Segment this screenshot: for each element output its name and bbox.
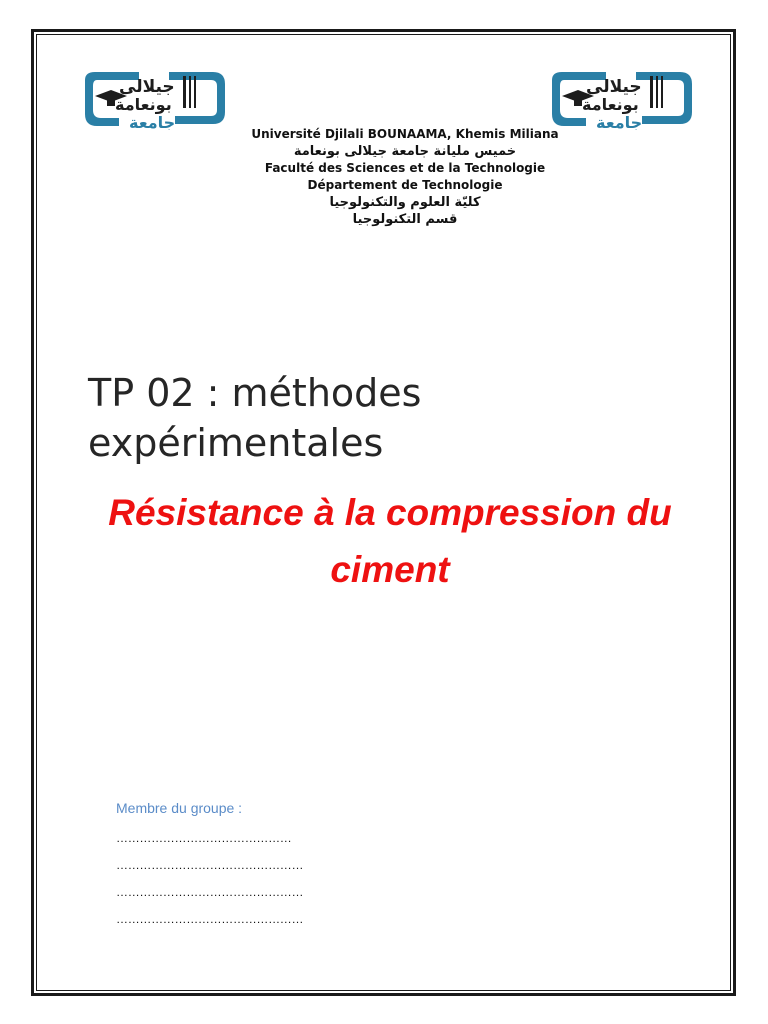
group-members-section: [116, 797, 303, 933]
member-line-1: ………………………………………: [116, 831, 292, 845]
university-name-ar: خميس مليانة جامعة جيلالى بونعامة: [293, 144, 517, 159]
svg-text:جيلالى: جيلالى: [586, 77, 642, 97]
document-subtitle-line-2: ciment: [330, 549, 450, 590]
member-line-3: …………………………………………: [116, 885, 304, 899]
group-members-label: Membre du groupe :: [116, 800, 243, 816]
institution-header: [200, 126, 610, 228]
faculty-name-fr: Faculté des Sciences et de la Technologie: [264, 161, 546, 175]
department-name-ar: قسم التكنولوجيا: [352, 212, 458, 227]
svg-text:جيلالى: جيلالى: [119, 77, 175, 97]
university-name-fr: Université Djilali BOUNAAMA, Khemis Miliana: [251, 127, 559, 141]
faculty-name-ar: كليّة العلوم والتكنولوجيا: [329, 195, 481, 210]
document-subtitle-line-1: Résistance à la compression du: [108, 492, 672, 533]
svg-text:جامعة: جامعة: [596, 113, 643, 130]
document-subtitle: [70, 484, 710, 598]
member-line-2: …………………………………………: [116, 858, 304, 872]
document-title: [88, 368, 688, 468]
document-title-line-2: expérimentales: [88, 421, 384, 465]
svg-text:بونعامة: بونعامة: [582, 95, 639, 114]
svg-text:بونعامة: بونعامة: [115, 95, 172, 114]
member-line-4: …………………………………………: [116, 912, 304, 926]
department-name-fr: Département de Technologie: [307, 178, 503, 192]
university-logo-right: [546, 66, 696, 130]
university-logo-left: [79, 66, 229, 130]
svg-text:جامعة: جامعة: [129, 113, 176, 130]
document-title-line-1: TP 02 : méthodes: [88, 371, 422, 415]
